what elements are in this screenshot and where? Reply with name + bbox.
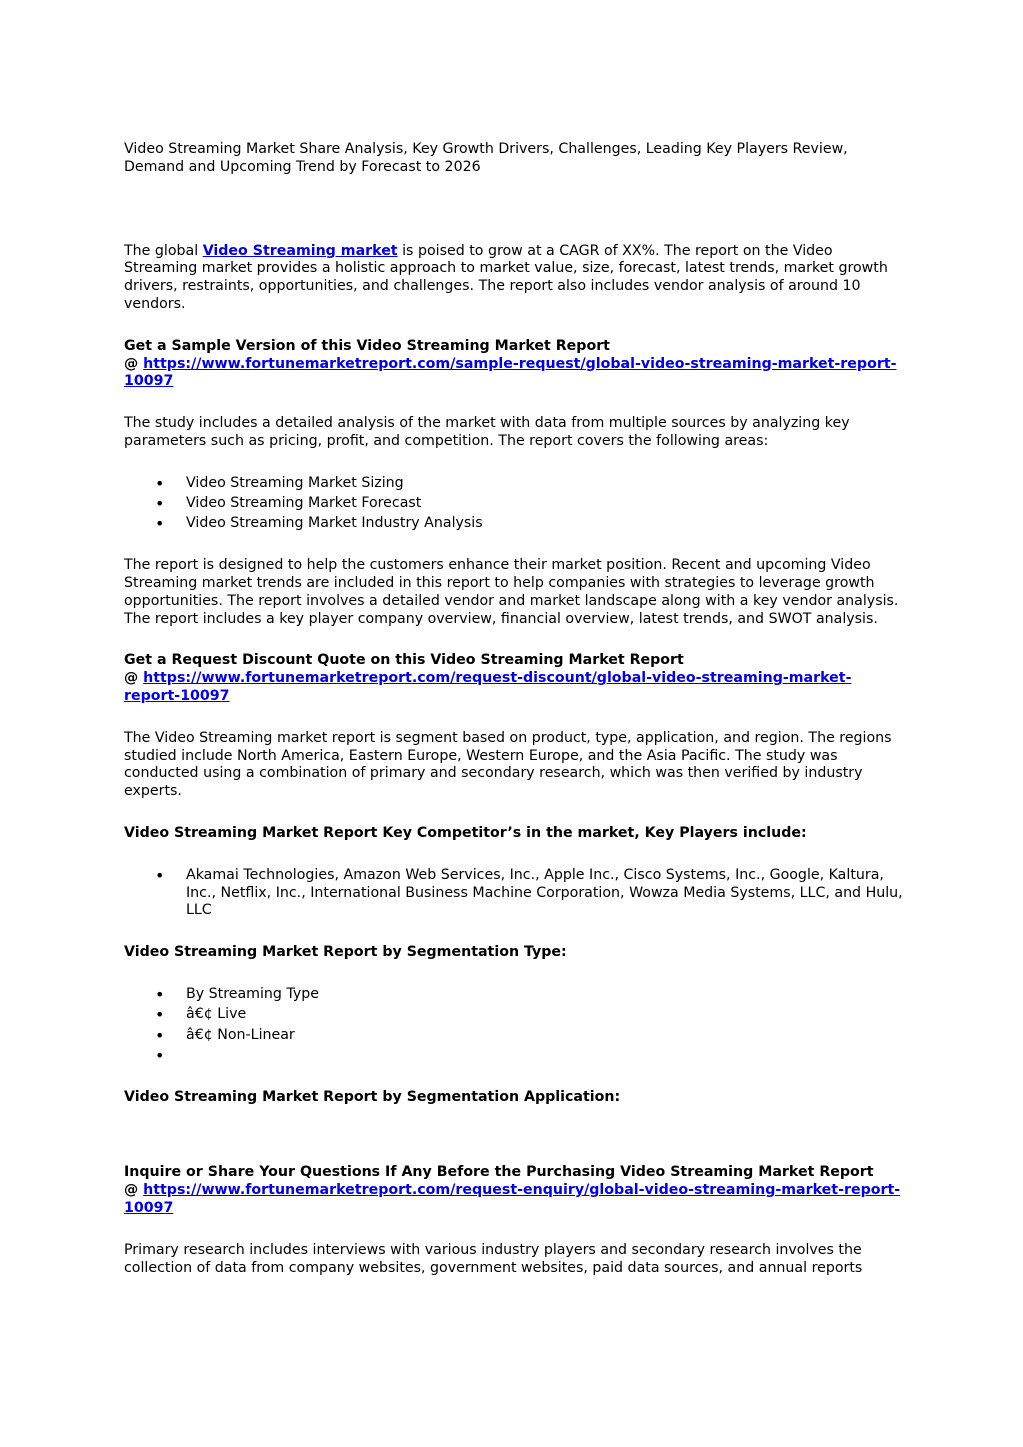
list-item: • By Streaming Type [124,986,904,1004]
sample-request-block [124,338,904,391]
segment-paragraph: The Video Streaming market report is segment based on product, type, application, and region. The regions studied include North America, Eastern Europe, Western Europe, and the Asia Pacific. The study was conducted using a combination of primary and secondary research, which was then verified by industry experts. [124,729,892,800]
discount-request-link[interactable]: https://www.fortunemarketreport.com/request-discount/global-video-streaming-market-report-10097 [124,670,852,704]
sample-request-heading: Get a Sample Version of this Video Streaming Market Report [124,337,610,354]
list-item [124,1047,904,1065]
document-title: Video Streaming Market Share Analysis, Key Growth Drivers, Challenges, Leading Key Players Review, Demand and Upcoming Trend by Forecast to 2026 [124,141,848,175]
inquiry-link[interactable]: https://www.fortunemarketreport.com/request-enquiry/global-video-streaming-market-report-10097 [124,1182,901,1216]
areas-list [124,475,904,533]
intro-suffix: is poised to grow at a CAGR of XX%. The report on the Video Streaming market provides a holistic approach to market value, size, forecast, latest trends, market growth drivers, restraints, opportunities, and challenges. The report also includes vendor analysis of around 10 vendors. [124,242,888,312]
sample-request-at: @ [124,355,144,372]
list-item: • â€¢ Non-Linear [124,1027,904,1045]
primary-research-paragraph: Primary research includes interviews with various industry players and secondary research involves the collection of data from company websites, government websites, paid data sources, and annual reports [124,1241,863,1276]
list-item: • â€¢ Live [124,1006,904,1024]
intro-prefix: The global [124,242,203,259]
list-item: • Video Streaming Market Forecast [124,495,904,513]
competitors-heading: Video Streaming Market Report Key Competitor’s in the market, Key Players include: [124,824,807,841]
design-paragraph: The report is designed to help the customers enhance their market position. Recent and upcoming Video Streaming market trends are included in this report to help companies with strategies to leverage growth opportunities. The report involves a detailed vendor and market landscape along with a key vendor analysis. The report includes a key player company overview, financial overview, latest trends, and SWOT analysis. [124,557,899,627]
intro-paragraph [124,243,904,314]
segmentation-type-heading: Video Streaming Market Report by Segmentation Type: [124,944,567,961]
inquiry-heading: Inquire or Share Your Questions If Any Before the Purchasing Video Streaming Market Report [124,1164,874,1181]
competitors-list [124,867,904,920]
study-paragraph: The study includes a detailed analysis of the market with data from multiple sources by analyzing key parameters such as pricing, profit, and competition. The report covers the following areas: [124,415,850,449]
document-page [124,141,904,1277]
list-item: • Video Streaming Market Industry Analysis [124,515,904,533]
list-item: • Akamai Technologies, Amazon Web Services, Inc., Apple Inc., Cisco Systems, Inc., Google, Kaltura, Inc., Netflix, Inc., International Business Machine Corporation, Wowza Media Systems, LLC, and Hulu, LLC [124,867,904,920]
discount-request-block [124,652,904,705]
sample-request-link[interactable]: https://www.fortunemarketreport.com/sample-request/global-video-streaming-market-report-10097 [124,355,897,390]
list-item: • Video Streaming Market Sizing [124,475,904,493]
segmentation-application-heading: Video Streaming Market Report by Segmentation Application: [124,1088,621,1105]
discount-request-at: @ [124,670,144,687]
segmentation-type-list [124,986,904,1065]
inquiry-at: @ [124,1182,144,1199]
video-streaming-market-link[interactable]: Video Streaming market [202,242,398,259]
inquiry-block [124,1164,904,1217]
discount-request-heading: Get a Request Discount Quote on this Video Streaming Market Report [124,652,684,669]
